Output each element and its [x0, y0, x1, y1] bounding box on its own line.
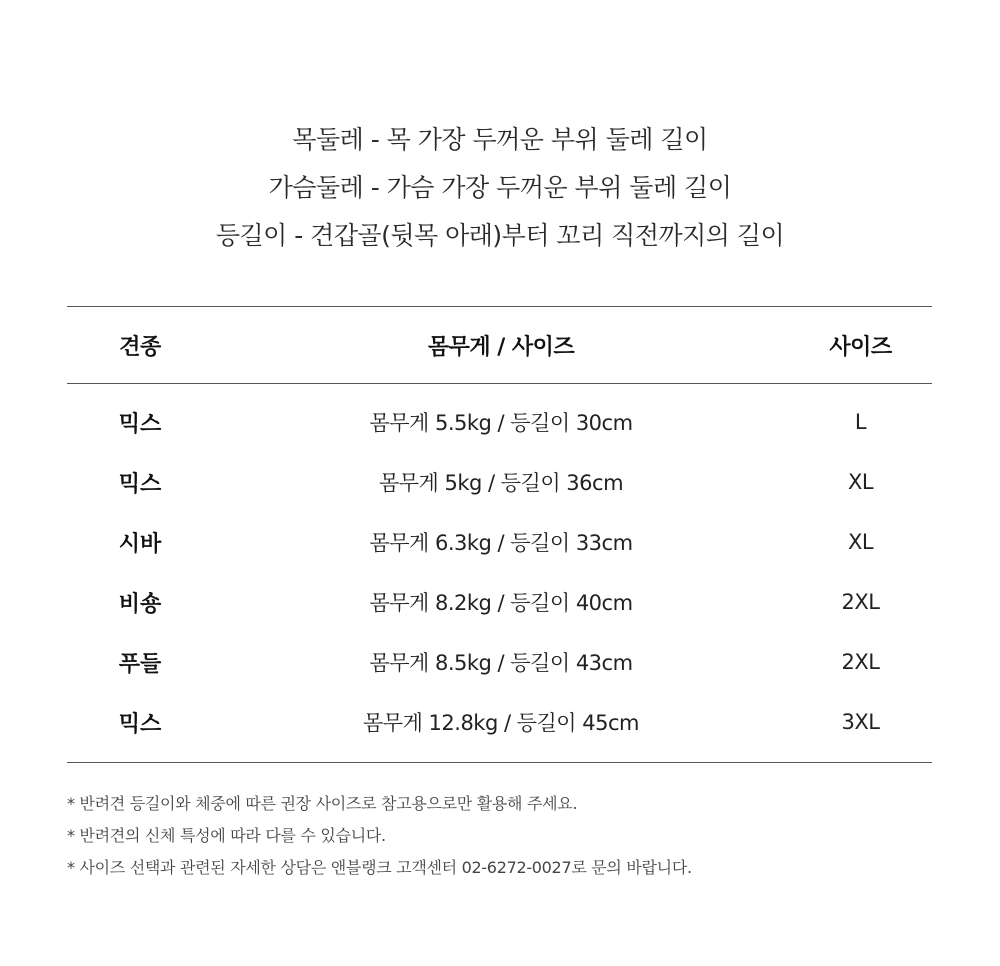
footnotes: [67, 788, 947, 884]
size-table: [67, 306, 932, 763]
measure-cell: 몸무게 8.5kg / 등길이 43cm: [369, 651, 633, 675]
size-cell: 2XL: [841, 650, 880, 674]
table-row: [67, 572, 932, 632]
footnote: * 반려견의 신체 특성에 따라 다를 수 있습니다.: [67, 826, 386, 845]
breed-cell: 믹스: [118, 711, 162, 737]
footnote: * 반려견 등길이와 체중에 따른 권장 사이즈로 참고용으로만 활용해 주세요.: [67, 794, 578, 813]
measure-cell: 몸무게 5.5kg / 등길이 30cm: [369, 411, 633, 435]
footnote: * 사이즈 선택과 관련된 자세한 상담은 앤블랭크 고객센터 02-6272-0027로 문의 바랍니다.: [67, 858, 692, 877]
header-size: 사이즈: [829, 334, 892, 360]
breed-cell: 믹스: [118, 471, 162, 497]
measurement-definitions: [0, 116, 1000, 260]
size-cell: XL: [847, 530, 874, 554]
neck-definition: 목둘레 - 목 가장 두꺼운 부위 둘레 길이: [292, 125, 708, 154]
header-breed: 견종: [119, 334, 161, 360]
measure-cell: 몸무게 8.2kg / 등길이 40cm: [369, 591, 633, 615]
measure-cell: 몸무게 12.8kg / 등길이 45cm: [363, 711, 639, 735]
table-header: [67, 307, 932, 384]
breed-cell: 시바: [118, 531, 162, 557]
header-weight-size: 몸무게 / 사이즈: [427, 334, 575, 360]
measure-cell: 몸무게 5kg / 등길이 36cm: [378, 471, 624, 495]
table-row: [67, 692, 932, 752]
size-cell: L: [854, 410, 867, 434]
breed-cell: 믹스: [118, 411, 162, 437]
size-cell: XL: [847, 470, 874, 494]
table-row: [67, 632, 932, 692]
size-cell: 3XL: [841, 710, 880, 734]
table-body: [67, 384, 932, 762]
table-row: [67, 392, 932, 452]
breed-cell: 비숑: [118, 591, 162, 617]
breed-cell: 푸들: [118, 651, 162, 677]
table-row: [67, 512, 932, 572]
chest-definition: 가슴둘레 - 가슴 가장 두꺼운 부위 둘레 길이: [268, 173, 732, 202]
table-row: [67, 452, 932, 512]
size-cell: 2XL: [841, 590, 880, 614]
back-length-definition: 등길이 - 견갑골(뒷목 아래)부터 꼬리 직전까지의 길이: [215, 221, 785, 250]
measure-cell: 몸무게 6.3kg / 등길이 33cm: [369, 531, 633, 555]
